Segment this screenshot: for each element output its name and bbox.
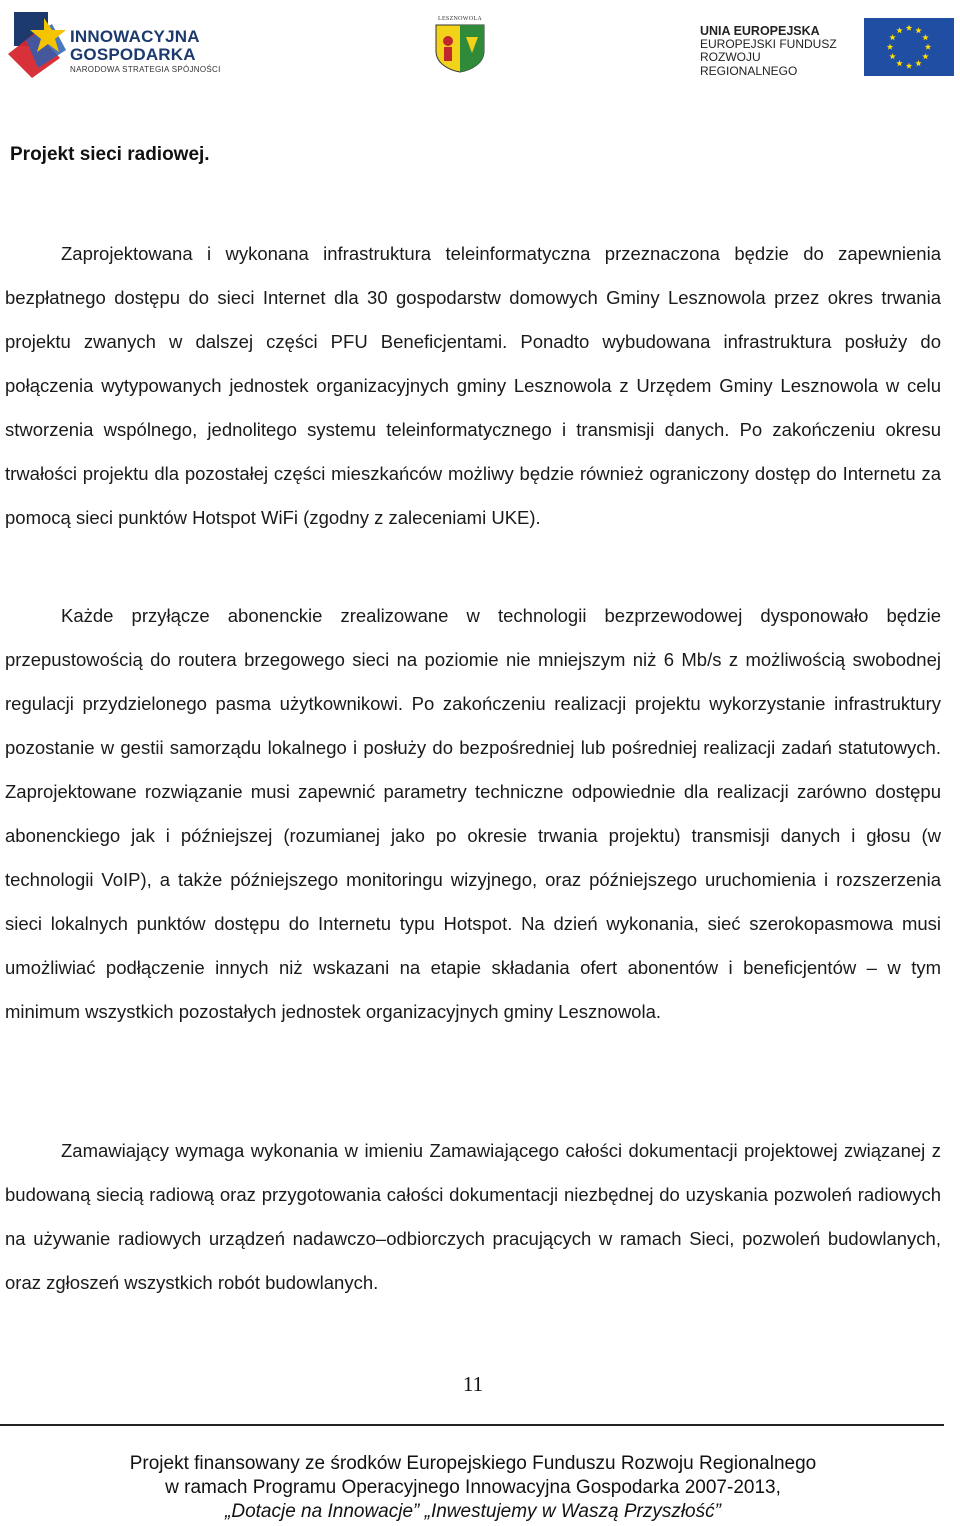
eu-flag-icon: [864, 18, 954, 76]
eu-line-regional: ROZWOJU REGIONALNEGO: [700, 50, 798, 78]
page-header: [0, 0, 960, 90]
crest-label: LESZNOWOLA: [438, 16, 482, 22]
innovative-economy-logo: [8, 10, 228, 80]
footer-line-funding: Projekt finansowany ze środków Europejskiego Funduszu Rozwoju Regionalnego: [129, 1453, 817, 1474]
logo-line-innowacyjna: INNOWACYJNA: [70, 27, 200, 46]
eu-line-fund: EUROPEJSKI FUNDUSZ: [700, 37, 837, 51]
footer-line-slogans: „Dotacje na Innowacje” „Inwestujemy w Waszą Przyszłość”: [225, 1501, 721, 1522]
logo-line-strategy: NARODOWA STRATEGIA SPÓJNOŚCI: [70, 65, 221, 74]
eu-fund-wordmark: [700, 24, 860, 78]
section-heading: Projekt sieci radiowej.: [10, 144, 210, 165]
logo-line-gospodarka: GOSPODARKA: [70, 45, 196, 64]
lesznowola-crest-logo: [430, 16, 490, 76]
eu-line-union: UNIA EUROPEJSKA: [700, 24, 820, 38]
paragraph-network-purpose: Zaprojektowana i wykonana infrastruktura teleinformatyczna przeznaczona będzie do zapewnienia bezpłatnego dostępu do sieci Internet dla 30 gospodarstw domowych Gminy Lesznowola przez okres trwania projektu zwanych w dalszej części PFU Beneficjentami. Ponadto wybudowana infrastruktura posłuży do połączenia wytypowanych jednostek organizacyjnych gminy Lesznowola z Urzędem Gminy Lesznowola w celu stworzenia wspólnego, jednolitego systemu teleinformatycznego i transmisji danych. Po zakończeniu okresu trwałości projektu dla pozostałej części mieszkańców możliwy będzie również ograniczony dostęp do Internetu za pomocą sieci punktów Hotspot WiFi (zgodny z zaleceniami UKE).: [5, 243, 941, 528]
footer-divider: [0, 1424, 944, 1426]
paragraph-documentation-requirements: Zamawiający wymaga wykonania w imieniu Zamawiającego całości dokumentacji projektowej związanej z budowaną siecią radiową oraz przygotowania całości dokumentacji niezbędnej do uzyskania pozwoleń radiowych na używanie radiowych urządzeń nadawczo–odbiorczych pracujących w ramach Sieci, pozwoleń budowlanych, oraz zgłoszeń wszystkich robót budowlanych.: [5, 1140, 941, 1293]
innovative-economy-mark-icon: [8, 10, 68, 80]
coat-of-arms-icon: [434, 23, 486, 73]
footer-line-programme: w ramach Programu Operacyjnego Innowacyjna Gospodarka 2007-2013,: [165, 1477, 781, 1498]
page-number: 11: [462, 1372, 484, 1396]
page-footer: [0, 1452, 946, 1524]
paragraph-subscriber-connections: Każde przyłącze abonenckie zrealizowane w technologii bezprzewodowej dysponowało będzie przepustowością do routera brzegowego sieci na poziomie nie mniejszym niż 6 Mb/s z możliwością swobodnej regulacji przydzielonego pasma użytkownikowi. Po zakończeniu realizacji projektu wykorzystanie infrastruktury pozostanie w gestii samorządu lokalnego i posłuży do bezpośredniej lub pośredniej realizacji zadań statutowych. Zaprojektowane rozwiązanie musi zapewnić parametry techniczne odpowiednie dla realizacji zarówno dostępu abonenckiego jak i późniejszej (rozumianej jako po okresie trwania projektu) transmisji danych i głosu (w technologii VoIP), a także późniejszego monitoringu wizyjnego, oraz późniejszego uruchomienia i rozszerzenia sieci lokalnych punktów dostępu do Internetu typu Hotspot. Na dzień wykonania, sieć szerokopasmowa musi umożliwiać podłączenie innych niż wskazani na etapie składania ofert abonentów i beneficjentów – w tym minimum wszystkich pozostałych jednostek organizacyjnych gminy Lesznowola.: [5, 605, 941, 1022]
innovative-economy-wordmark: [70, 28, 221, 74]
